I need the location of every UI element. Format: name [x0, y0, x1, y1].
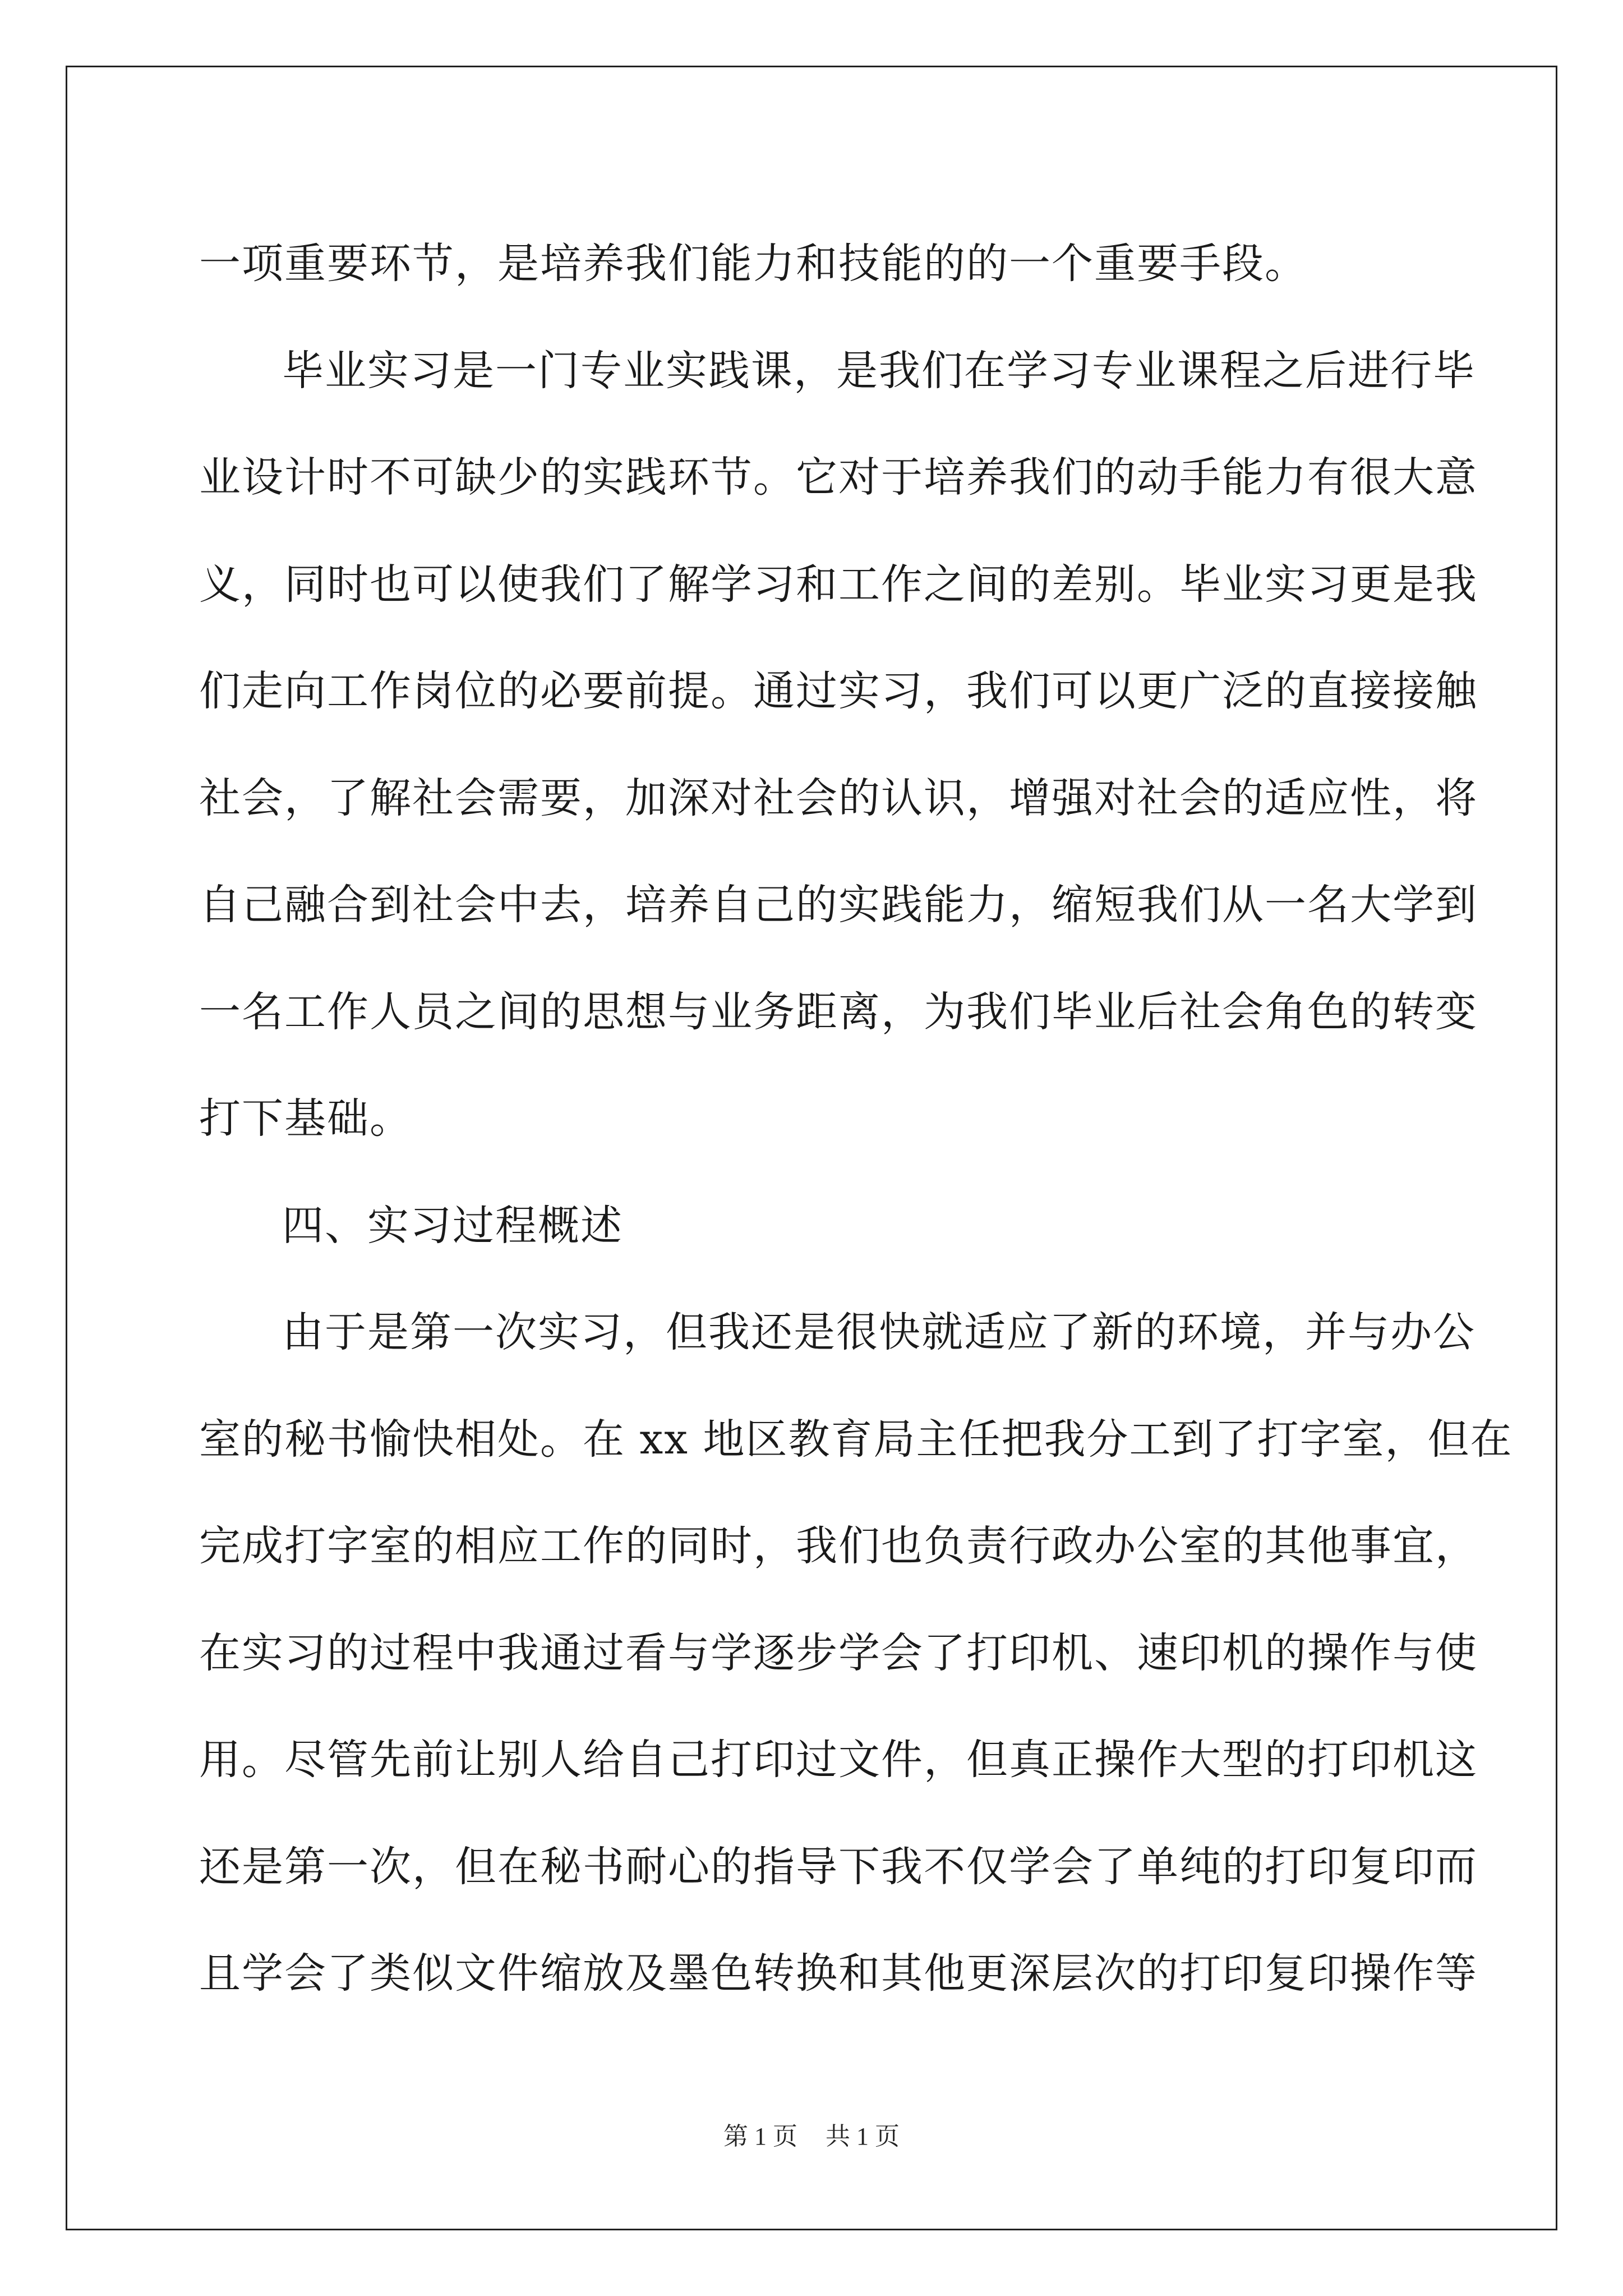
- text-line: 用。尽管先前让别人给自己打印过文件，但真正操作大型的打印机这: [199, 1736, 1478, 1784]
- text-line: 义，同时也可以使我们了解学习和工作之间的差别。毕业实习更是我: [199, 560, 1478, 609]
- text-line: 自己融合到社会中去，培养自己的实践能力，缩短我们从一名大学到: [199, 881, 1478, 929]
- text-line: 业设计时不可缺少的实践环节。它对于培养我们的动手能力有很大意: [199, 453, 1478, 501]
- text-line: 由于是第一次实习，但我还是很快就适应了新的环境，并与办公: [282, 1308, 1476, 1356]
- section-heading: 四、实习过程概述: [282, 1201, 623, 1250]
- text-line: 一项重要环节，是培养我们能力和技能的的一个重要手段。: [199, 240, 1307, 288]
- text-line: 室的秘书愉快相处。在 xx 地区教育局主任把我分工到了打字室，但在: [199, 1415, 1513, 1464]
- document-body: [199, 210, 1513, 2027]
- text-line: 在实习的过程中我通过看与学逐步学会了打印机、速印机的操作与使: [199, 1628, 1478, 1677]
- text-line: 且学会了类似文件缩放及墨色转换和其他更深层次的打印复印操作等: [199, 1949, 1478, 1998]
- text-line: 还是第一次，但在秘书耐心的指导下我不仅学会了单纯的打印复印而: [199, 1842, 1478, 1891]
- text-line: 一名工作人员之间的思想与业务距离，为我们毕业后社会角色的转变: [199, 987, 1478, 1036]
- text-line: 社会，了解社会需要，加深对社会的认识，增强对社会的适应性，将: [199, 774, 1478, 822]
- page-total: 共 1 页: [826, 2123, 900, 2150]
- text-line: 们走向工作岗位的必要前提。通过实习，我们可以更广泛的直接接触: [199, 667, 1478, 715]
- text-line: 打下基础。: [199, 1094, 412, 1143]
- page-footer: [0, 2116, 1623, 2152]
- text-line: 毕业实习是一门专业实践课，是我们在学习专业课程之后进行毕: [282, 346, 1476, 395]
- page-number: 第 1 页: [723, 2123, 797, 2150]
- text-line: 完成打字室的相应工作的同时，我们也负责行政办公室的其他事宜，: [199, 1522, 1478, 1570]
